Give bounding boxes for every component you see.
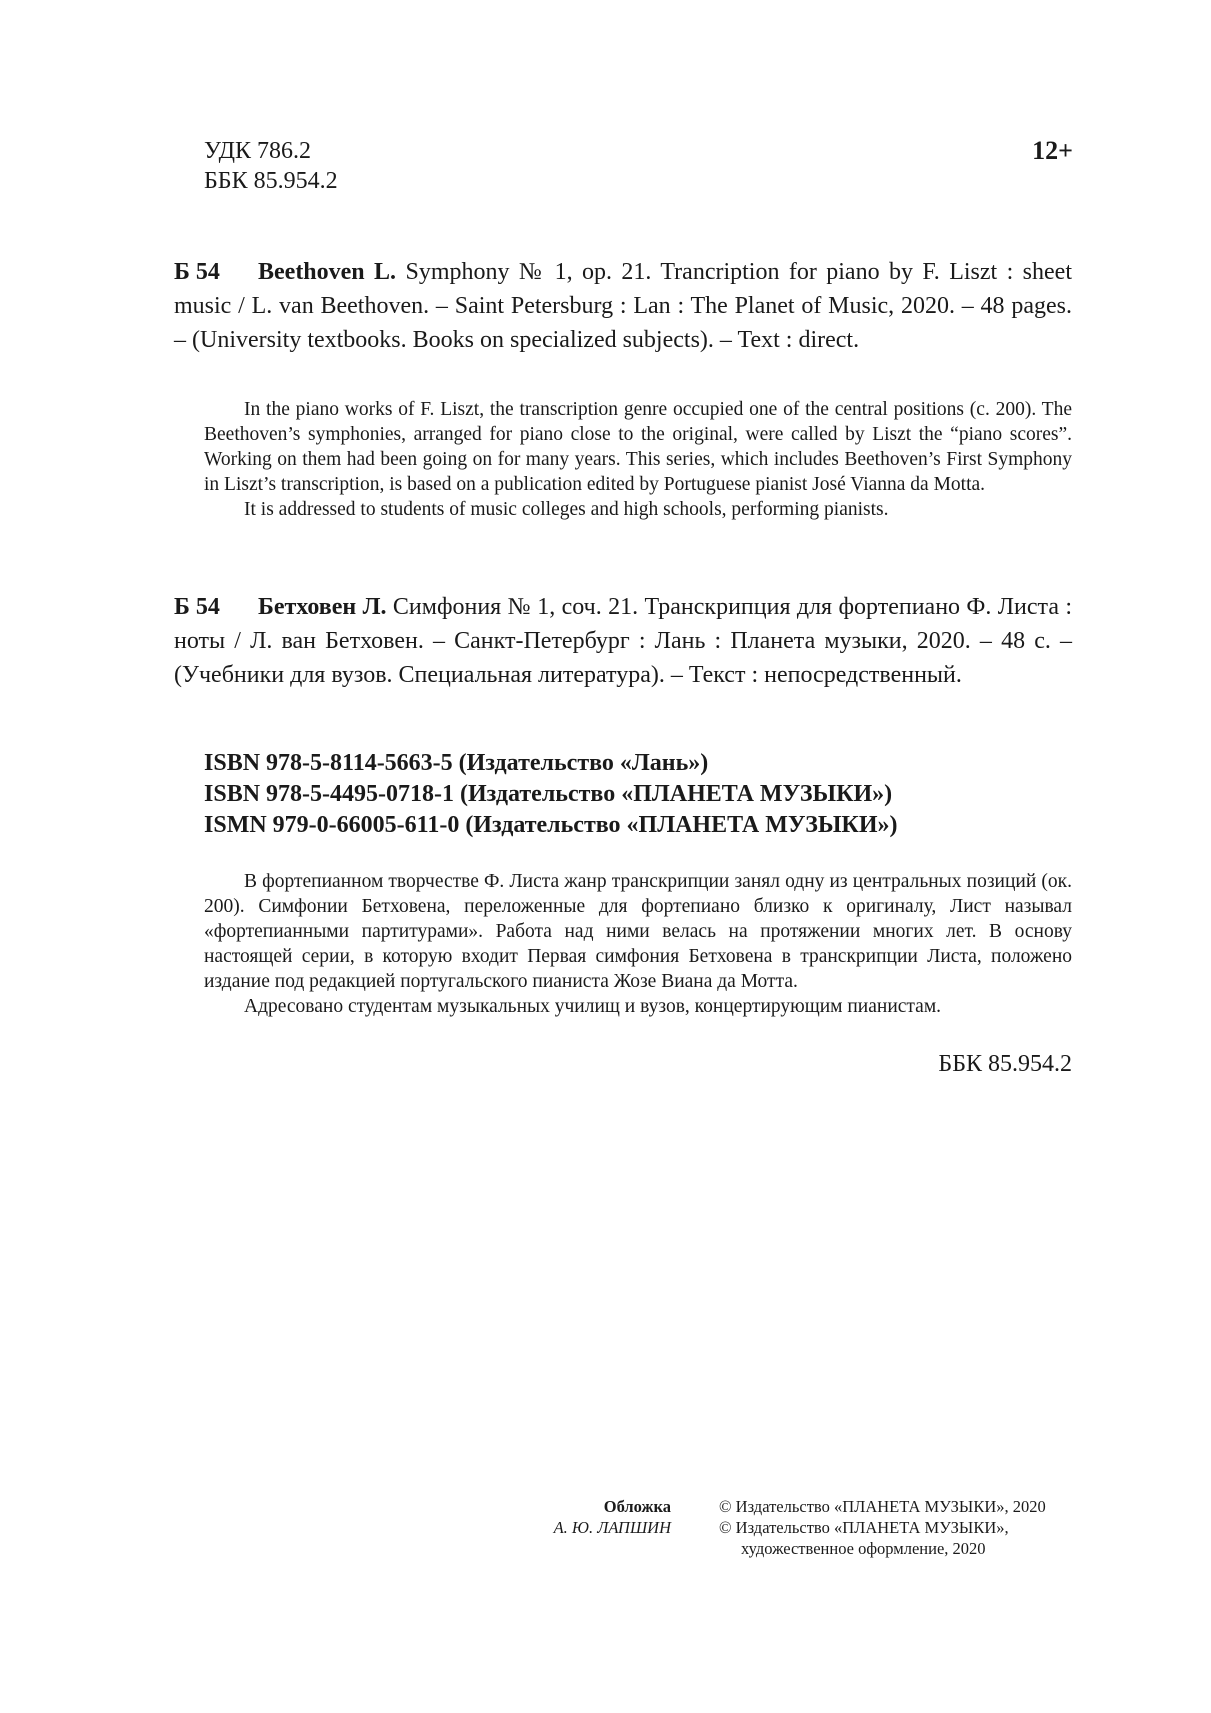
- copyright-block: [719, 1496, 1046, 1559]
- age-rating: 12+: [1032, 136, 1073, 165]
- classification-codes: [204, 136, 338, 196]
- english-citation-block: [174, 255, 1072, 357]
- russian-citation-block: [174, 590, 1072, 692]
- copyright-line: © Издательство «ПЛАНЕТА МУЗЫКИ», 2020: [719, 1497, 1046, 1516]
- english-abstract-paragraph: In the piano works of F. Liszt, the transcription genre occupied one of the central positions (c. 200). The Beethoven’s symphonies, arranged for piano close to the original, were called by Liszt the “piano scores”. Working on them had been going on for many years. This series, which includes Beethoven’s First Symphony in Liszt’s transcription, is based on a publication edited by Portuguese pianist José Vianna da Motta.: [204, 399, 1072, 495]
- russian-entry: [174, 590, 1072, 692]
- identifiers-list: [204, 748, 898, 841]
- russian-abstract-paragraph: В фортепианном творчестве Ф. Листа жанр транскрипции занял одну из центральных позиций (ок. 200). Симфонии Бетховена, переложенные для фортепиано близко к оригиналу, Лист называл «фортепианными партитурами». Работа над ними велась на протяжении многих лет. В основу настоящей серии, в которую входит Первая симфония Бетховена в транскрипции Листа, положено издание под редакцией португальского пианиста Жозе Виана да Мотта.: [204, 871, 1072, 992]
- russian-abstract: [204, 869, 1072, 1019]
- english-entry: [174, 255, 1072, 357]
- russian-citation: Симфония № 1, соч. 21. Транскрипция для фортепиано Ф. Листа : ноты / Л. ван Бетховен. – Санкт-Петербург : Лань : Планета музыки, 2020. – 48 с. – (Учебники для вузов. Специальная литература). – Текст : непосредственный.: [174, 594, 1073, 688]
- isbn-lan: ISBN 978-5-8114-5663-5 (Издательство «Лань»): [204, 750, 709, 776]
- cover-artist: А. Ю. ЛАПШИН: [553, 1518, 671, 1537]
- ismn-planeta: ISMN 979-0-66005-611-0 (Издательство «ПЛАНЕТА МУЗЫКИ»): [204, 812, 898, 838]
- english-author-code: Б 54: [174, 259, 220, 285]
- isbn-planeta: ISBN 978-5-4495-0718-1 (Издательство «ПЛАНЕТА МУЗЫКИ»): [204, 781, 893, 807]
- english-abstract: [204, 397, 1072, 522]
- english-author: Beethoven L.: [258, 259, 397, 285]
- english-citation: Symphony № 1, op. 21. Trancription for piano by F. Liszt : sheet music / L. van Beethoven. – Saint Petersburg : Lan : The Planet of Music, 2020. – 48 pages. – (University textbooks. Books on specialized subjects). – Text : direct.: [174, 259, 1072, 353]
- russian-author-code: Б 54: [174, 594, 220, 620]
- russian-abstract-paragraph: Адресовано студентам музыкальных училищ и вузов, концертирующим пианистам.: [244, 996, 942, 1017]
- english-abstract-paragraph: It is addressed to students of music colleges and high schools, performing pianists.: [244, 499, 889, 520]
- bbk-code-bottom: ББК 85.954.2: [938, 1051, 1072, 1077]
- russian-author: Бетховен Л.: [258, 594, 387, 620]
- copyright-line: © Издательство «ПЛАНЕТА МУЗЫКИ»,: [719, 1518, 1009, 1537]
- cover-credit: [554, 1496, 671, 1538]
- cover-label: Обложка: [603, 1497, 671, 1516]
- bbk-code: ББК 85.954.2: [204, 168, 338, 194]
- copyright-line: художественное оформление, 2020: [741, 1539, 986, 1558]
- udk-code: УДК 786.2: [204, 138, 311, 164]
